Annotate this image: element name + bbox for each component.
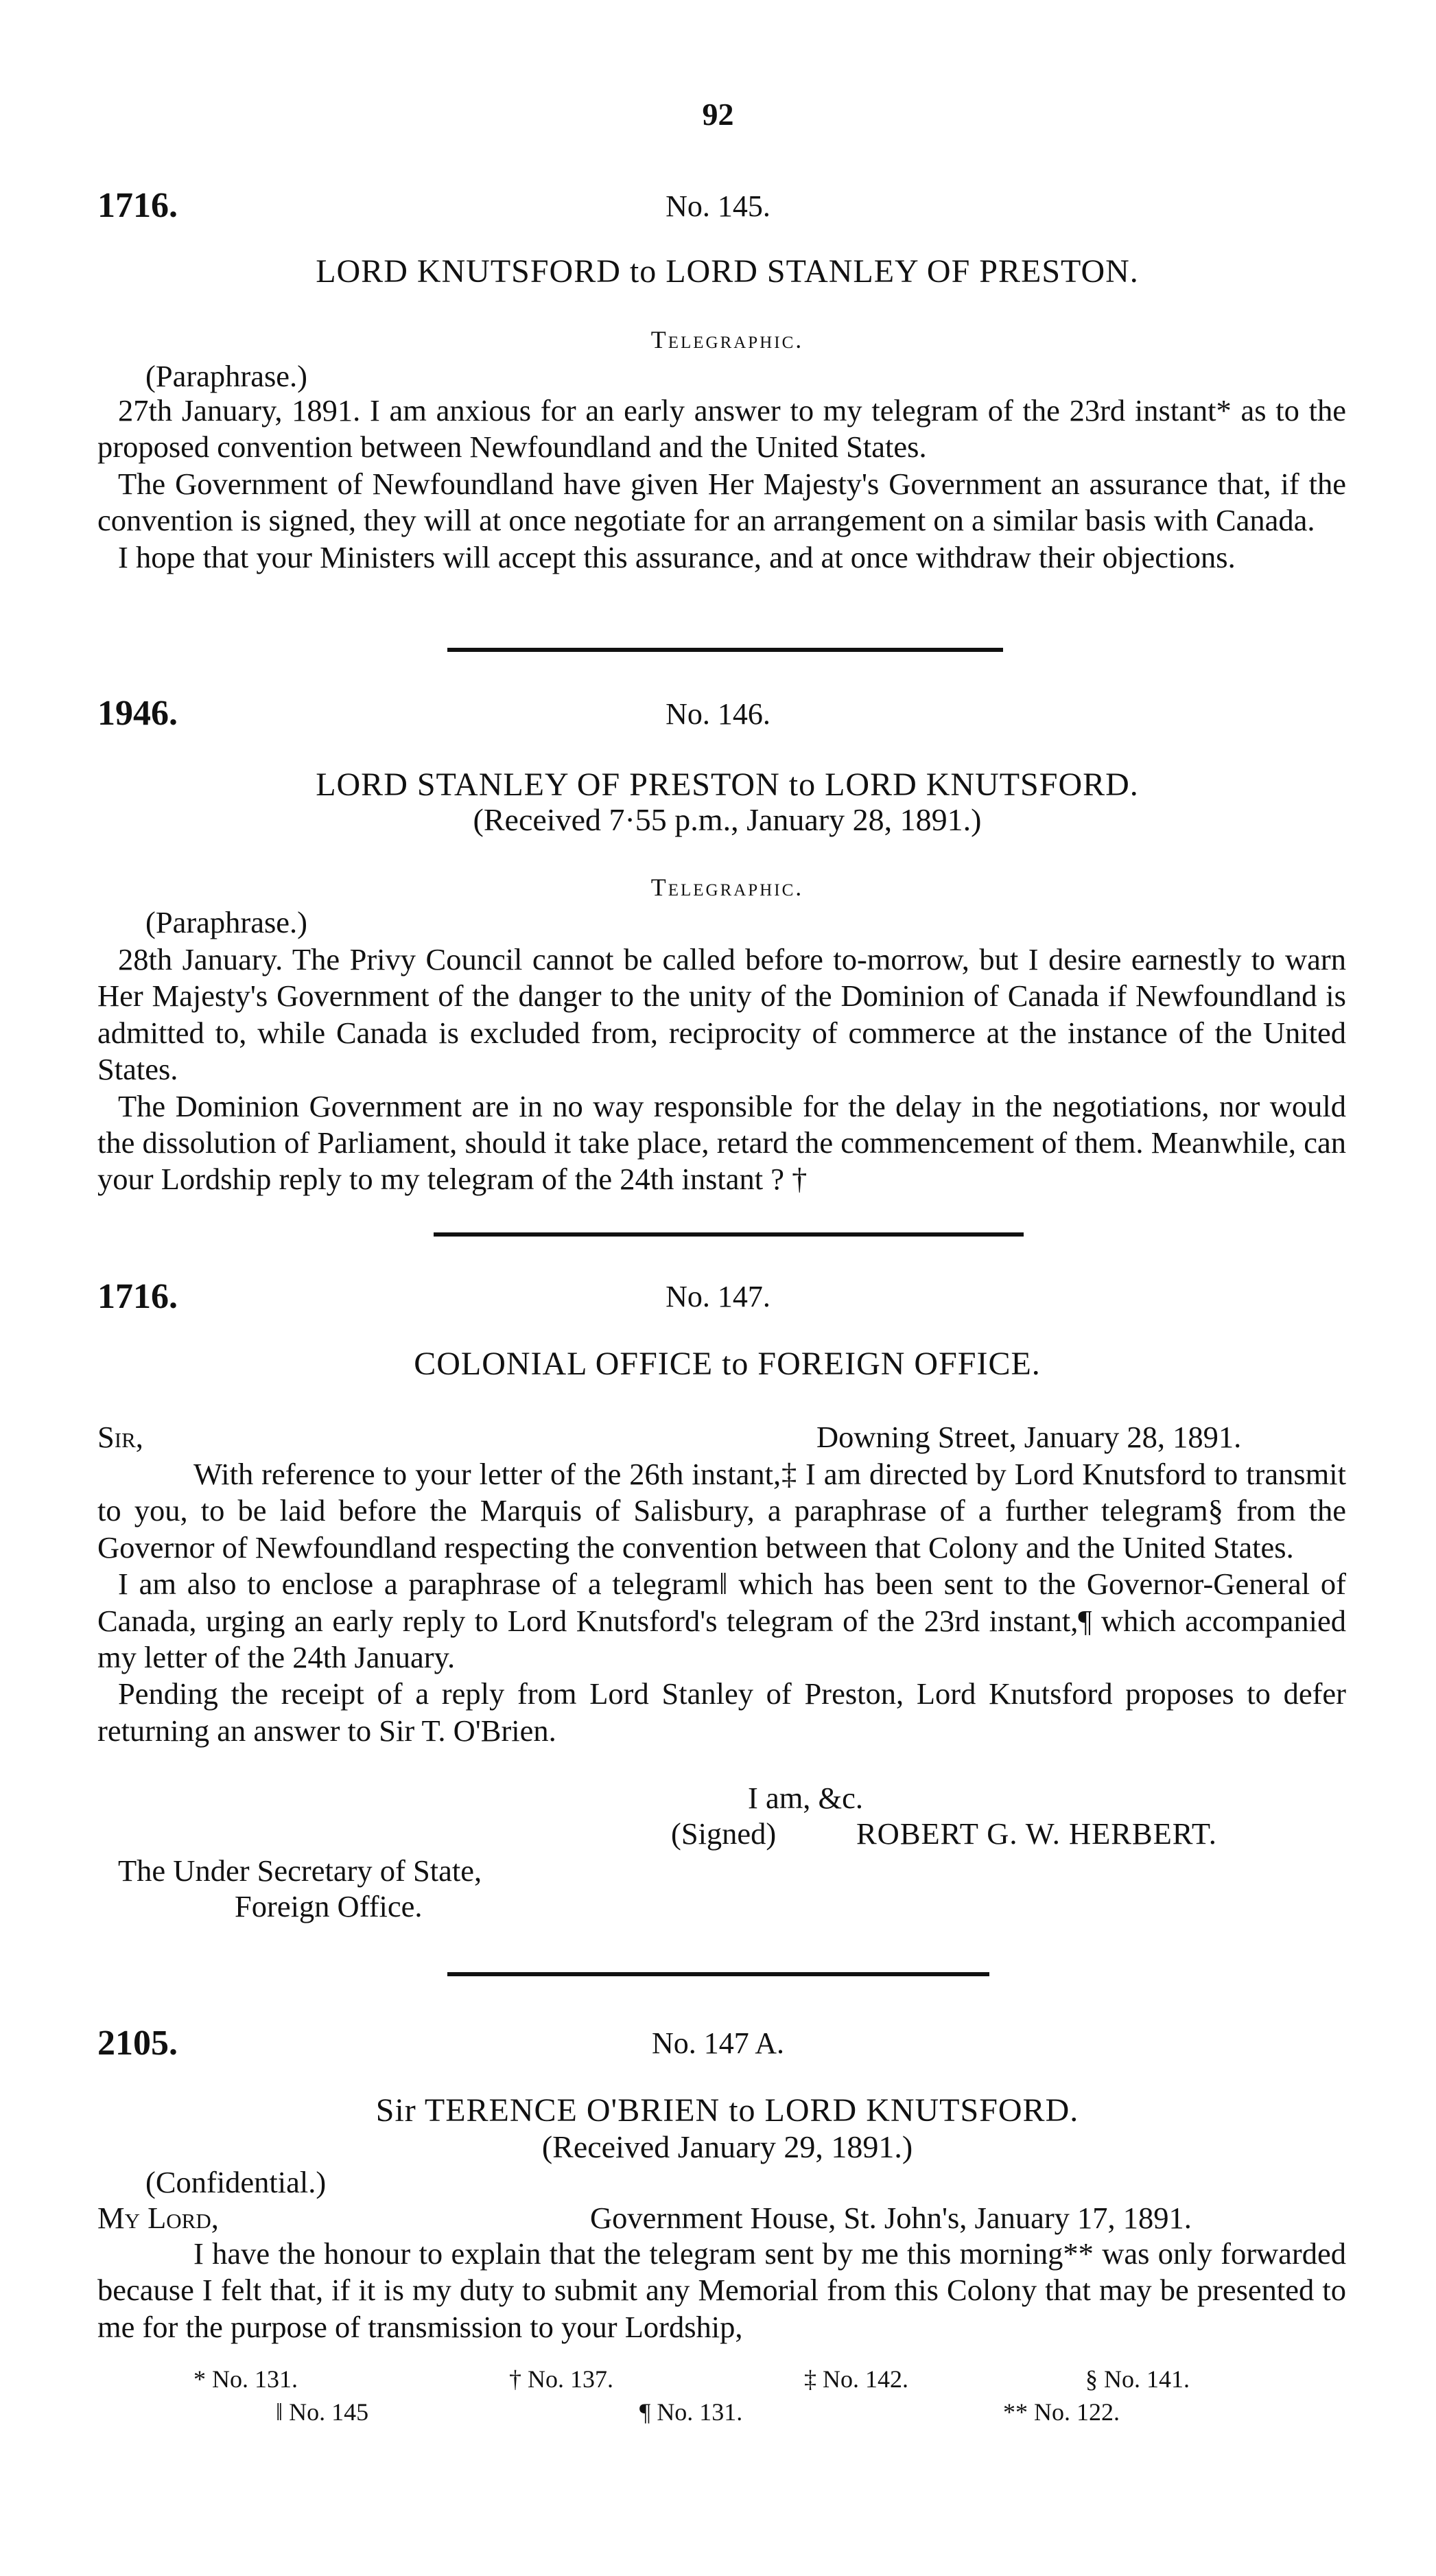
received-note: (Received 7·55 p.m., January 28, 1891.) xyxy=(473,802,982,837)
paragraph xyxy=(97,1456,1346,1749)
document-number: No. 147. xyxy=(666,1280,770,1313)
section-divider xyxy=(447,1972,989,1976)
received-note: (Received January 29, 1891.) xyxy=(541,2129,913,2164)
addressee-line: Foreign Office. xyxy=(235,1889,423,1923)
section-divider xyxy=(434,1232,1024,1237)
signatory: ROBERT G. W. HERBERT. xyxy=(856,1816,1217,1851)
document-note: (Paraphrase.) xyxy=(145,359,307,393)
closing: I am, &c. xyxy=(748,1781,864,1815)
place-date: Downing Street, January 28, 1891. xyxy=(816,1420,1242,1454)
document-mode: Telegraphic. xyxy=(650,874,804,901)
document-number: No. 145. xyxy=(666,189,770,223)
salutation: Sir, xyxy=(97,1420,143,1454)
paragraph-line: The Government of Newfoundland have given Her Majesty's Government an assurance that, if the convention is signed, they will at once negotiate for an arrangement on a similar basis with Canada. xyxy=(97,466,1346,538)
document-title: LORD STANLEY OF PRESTON to LORD KNUTSFORD. xyxy=(316,766,1139,803)
salutation: My Lord, xyxy=(97,2201,219,2235)
place-date: Government House, St. John's, January 17, 1891. xyxy=(590,2201,1192,2235)
footnote: ¶ No. 131. xyxy=(639,2398,743,2426)
document-title: COLONIAL OFFICE to FOREIGN OFFICE. xyxy=(414,1346,1041,1382)
footnote: ** No. 122. xyxy=(1003,2398,1120,2426)
document-note: (Confidential.) xyxy=(145,2165,327,2199)
footnote: ‡ No. 142. xyxy=(804,2365,908,2393)
signed-label: (Signed) xyxy=(671,1816,777,1851)
document-title: Sir TERENCE O'BRIEN to LORD KNUTSFORD. xyxy=(375,2092,1079,2129)
paragraph-line: The Dominion Government are in no way responsible for the delay in the negotiations, nor would the dissolution of Parliament, should it take place, retard the commencement of them. Meanwhile, can your Lordship reply to my telegram of the 24th instant ? † xyxy=(97,1088,1346,1197)
footnote: ‖ No. 145 xyxy=(276,2398,369,2426)
document-number: No. 146. xyxy=(666,697,770,731)
document-mode: Telegraphic. xyxy=(650,326,804,353)
document-note: (Paraphrase.) xyxy=(145,905,307,939)
serial-number: 1716. xyxy=(97,1277,178,1316)
paragraph xyxy=(97,2236,1346,2345)
paragraph-line: I hope that your Ministers will accept this assurance, and at once withdraw their objections. xyxy=(118,539,1236,574)
document-number: No. 147 A. xyxy=(651,2026,785,2060)
footnote: § No. 141. xyxy=(1085,2365,1190,2393)
paragraph-line: 27th January, 1891. I am anxious for an early answer to my telegram of the 23rd instant* as to the proposed convention between Newfoundland and the United States. xyxy=(97,393,1346,465)
paragraph-line: 28th January. The Privy Council cannot be called before to-morrow, but I desire earnestly to warn Her Majesty's Government of the danger to the unity of the Dominion of Canada if Newfoundland is admitted to, while Canada is excluded from, reciprocity of commerce at the instance of the United States. xyxy=(97,942,1346,1087)
document-title: LORD KNUTSFORD to LORD STANLEY OF PRESTON. xyxy=(316,253,1139,290)
serial-number: 1716. xyxy=(97,186,178,225)
paragraph-line: I have the honour to explain that the telegram sent by me this morning** was only forwarded because I felt that, if it is my duty to submit any Memorial from this Colony that may be presented to me for the purpose of transmission to your Lordship, xyxy=(97,2236,1346,2344)
page-number: 92 xyxy=(702,97,734,132)
paragraph-line: With reference to your letter of the 26th instant,‡ I am directed by Lord Knutsford to transmit to you, to be laid before the Marquis of Salisbury, a paraphrase of a further telegram§ from the Governor of Newfoundland respecting the convention between that Colony and the United States. xyxy=(97,1457,1346,1565)
addressee-line: The Under Secretary of State, xyxy=(118,1853,482,1888)
section-divider xyxy=(447,648,1003,652)
serial-number: 2105. xyxy=(97,2024,178,2063)
paragraph xyxy=(97,393,1346,576)
paragraph-line: Pending the receipt of a reply from Lord Stanley of Preston, Lord Knutsford proposes to defer returning an answer to Sir T. O'Brien. xyxy=(97,1676,1346,1748)
serial-number: 1946. xyxy=(97,694,178,733)
paragraph-line: I am also to enclose a paraphrase of a telegram‖ which has been sent to the Governor-General of Canada, urging an early reply to Lord Knutsford's telegram of the 23rd instant,¶ which accompanied my letter of the 24th January. xyxy=(97,1567,1346,1674)
footnote: * No. 131. xyxy=(193,2365,298,2393)
footnote: † No. 137. xyxy=(509,2365,613,2393)
paragraph xyxy=(97,941,1346,1198)
